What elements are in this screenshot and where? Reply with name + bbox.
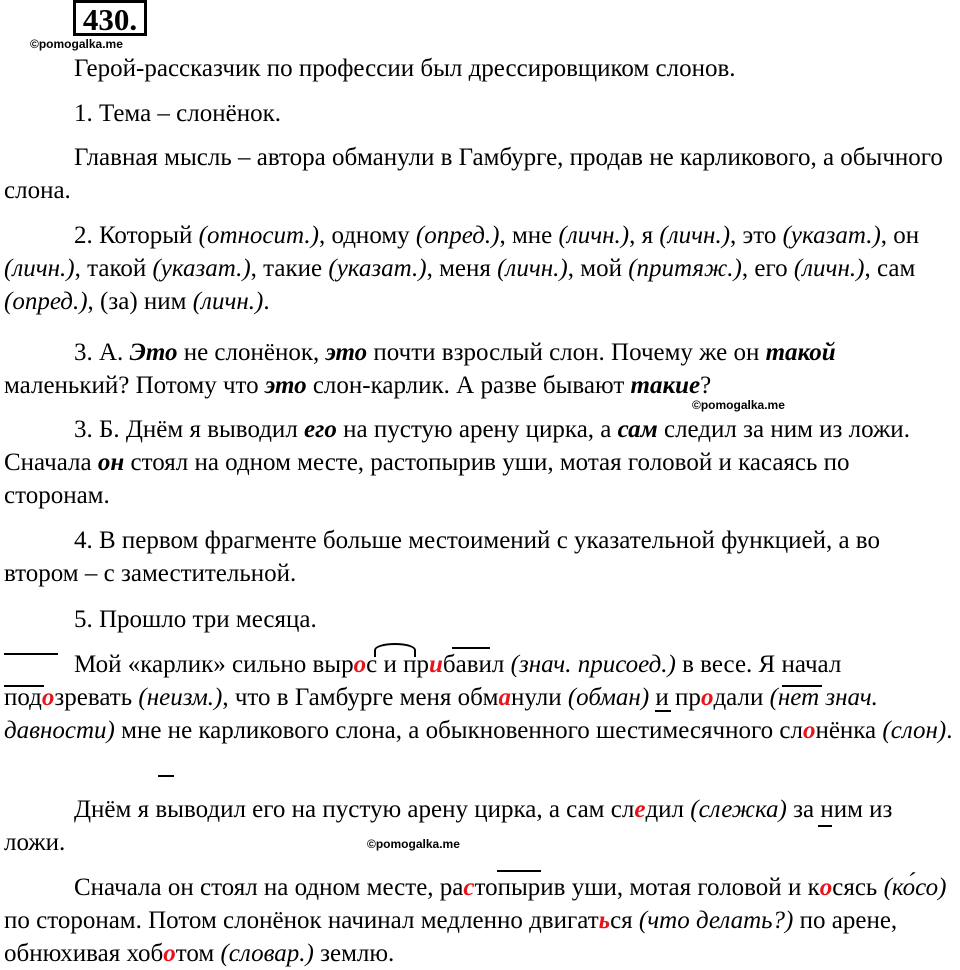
paragraph-main-idea: Главная мысль – автора обманули в Гамбурге, продав не карликового, а обычного слона. bbox=[4, 144, 943, 204]
morpheme-prefix-mark bbox=[452, 647, 490, 649]
paragraph-theme: 1. Тема – слонёнок. bbox=[74, 100, 281, 127]
paragraph-hero: Герой-рассказчик по профессии был дрессировщиком слонов. bbox=[74, 55, 736, 82]
morpheme-prefix-mark bbox=[4, 653, 58, 655]
paragraph-arena: Днём я выводил его на пустую арену цирка, а сам следил (слежка) за ним из ложи. bbox=[4, 796, 893, 856]
check-letter-underline bbox=[158, 775, 174, 777]
task-number: 430. bbox=[73, 0, 147, 36]
watermark: ©pomogalka.me bbox=[692, 398, 785, 412]
morpheme-prefix-mark bbox=[782, 685, 822, 687]
morpheme-prefix-mark bbox=[497, 870, 541, 872]
check-letter-underline bbox=[655, 710, 671, 712]
paragraph-start: Сначала он стоял на одном месте, растопырив уши, мотая головой и косясь (ко́со) по сторонам. Потом слонёнок начинал медленно двигаться (что делать?) по арене, обнюхивая хоботом (словар.) землю. bbox=[4, 874, 947, 967]
check-letter-underline bbox=[818, 825, 832, 827]
paragraph-3a: 3. А. Это не слонёнок, это почти взрослый слон. Почему же он такой маленький? Потому что это слон-карлик. А разве бывают такие? bbox=[4, 339, 836, 399]
paragraph-pronouns: 2. Который (относит.), одному (опред.), мне (личн.), я (личн.), это (указат.), он (личн.), такой (указат.), такие (указат.), меня (личн.), мой (притяж.), его (личн.), сам (опред.), (за) ним (личн.). bbox=[4, 222, 920, 315]
paragraph-4: 4. В первом фрагменте больше местоимений с указательной функцией, а во втором – с заместительной. bbox=[4, 527, 880, 587]
paragraph-5: 5. Прошло три месяца. bbox=[74, 606, 317, 633]
paragraph-3b: 3. Б. Днём я выводил его на пустую арену цирка, а сам следил за ним из ложи. Сначала он стоял на одном месте, растопырив уши, мотая головой и касаясь по сторонам. bbox=[4, 416, 910, 509]
morpheme-prefix-mark bbox=[4, 685, 44, 687]
paragraph-dwarf: Мой «карлик» сильно вырос и прибавил (знач. присоед.) в весе. Я начал подозревать (неизм.), что в Гамбурге меня обманули (обман) и продали (нет знач. давности) мне не карликового слона, а обыкновенного шестимесячного слонёнка (слон). bbox=[4, 651, 953, 744]
morpheme-root-arc bbox=[374, 643, 416, 657]
watermark: ©pomogalka.me bbox=[367, 837, 460, 851]
watermark: ©pomogalka.me bbox=[30, 37, 123, 51]
